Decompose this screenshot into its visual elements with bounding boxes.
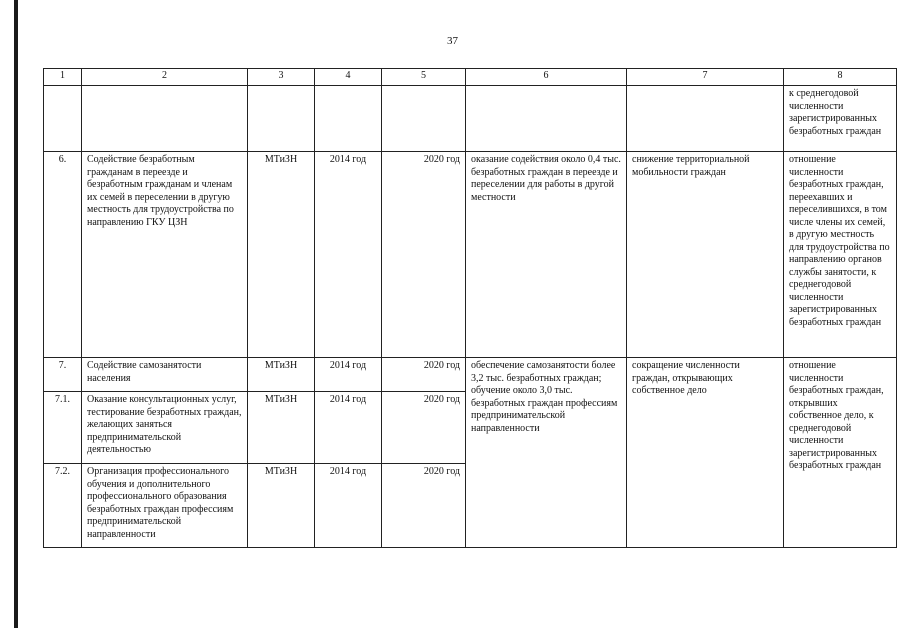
header-col-3: 3 (248, 69, 315, 86)
row-7-2-start: 2014 год (315, 464, 382, 548)
header-col-8: 8 (784, 69, 897, 86)
row-7-2-number: 7.2. (44, 464, 82, 548)
row-7-start: 2014 год (315, 358, 382, 392)
row-7-2-measure: Организация профессионального обучения и дополнительного профессионального образования безработных граждан профессиям предпринимательской направленности (82, 464, 248, 548)
row-7-2-end: 2020 год (382, 464, 466, 548)
row-7-1-executor: МТиЗН (248, 392, 315, 464)
continuation-row (44, 86, 897, 152)
measures-table (43, 68, 897, 548)
row-6-executor: МТиЗН (248, 152, 315, 358)
row-6-consequence: снижение территориальной мобильности граждан (627, 152, 784, 358)
row-7-1-start: 2014 год (315, 392, 382, 464)
row-7-result: обеспечение самозанятости более 3,2 тыс. безработных граждан; обучение около 3,0 тыс. безработных граждан профессиям предпринимательской направленности (466, 358, 627, 548)
row-7-1-number: 7.1. (44, 392, 82, 464)
row-7-number: 7. (44, 358, 82, 392)
page-number: 37 (447, 35, 458, 47)
table-row-7 (44, 358, 897, 392)
row-6-measure: Содействие безработным гражданам в переезде и безработным гражданам и членам их семей в переселении в другую местность для трудоустройства по направлению ГКУ ЦЗН (82, 152, 248, 358)
continuation-indicator: к среднегодовой численности зарегистрированных безработных граждан (784, 86, 897, 152)
row-7-1-measure: Оказание консультационных услуг, тестирование безработных граждан, желающих заняться предпринимательской деятельностью (82, 392, 248, 464)
row-6-number: 6. (44, 152, 82, 358)
row-6-indicator: отношение численности безработных граждан, переехавших и переселившихся, в том числе члены их семей, в другую местность для трудоустройства по направлению органов службы занятости, к среднегодовой численности зарегистрированных безработных граждан (784, 152, 897, 358)
row-7-consequence: сокращение численности граждан, открывающих собственное дело (627, 358, 784, 548)
scan-edge-bar (14, 0, 18, 628)
header-col-7: 7 (627, 69, 784, 86)
row-7-measure: Содействие самозанятости населения (82, 358, 248, 392)
row-7-executor: МТиЗН (248, 358, 315, 392)
header-col-5: 5 (382, 69, 466, 86)
row-6-result: оказание содействия около 0,4 тыс. безработных граждан в переезде и переселении для работы в другой местности (466, 152, 627, 358)
row-7-indicator: отношение численности безработных граждан, открывших собственное дело, к среднегодовой численности зарегистрированных безработных граждан (784, 358, 897, 548)
row-7-1-end: 2020 год (382, 392, 466, 464)
header-row (44, 69, 897, 86)
header-col-4: 4 (315, 69, 382, 86)
header-col-6: 6 (466, 69, 627, 86)
table-row-6 (44, 152, 897, 358)
header-col-1: 1 (44, 69, 82, 86)
header-col-2: 2 (82, 69, 248, 86)
row-7-end: 2020 год (382, 358, 466, 392)
row-6-end: 2020 год (382, 152, 466, 358)
row-7-2-executor: МТиЗН (248, 464, 315, 548)
row-6-start: 2014 год (315, 152, 382, 358)
